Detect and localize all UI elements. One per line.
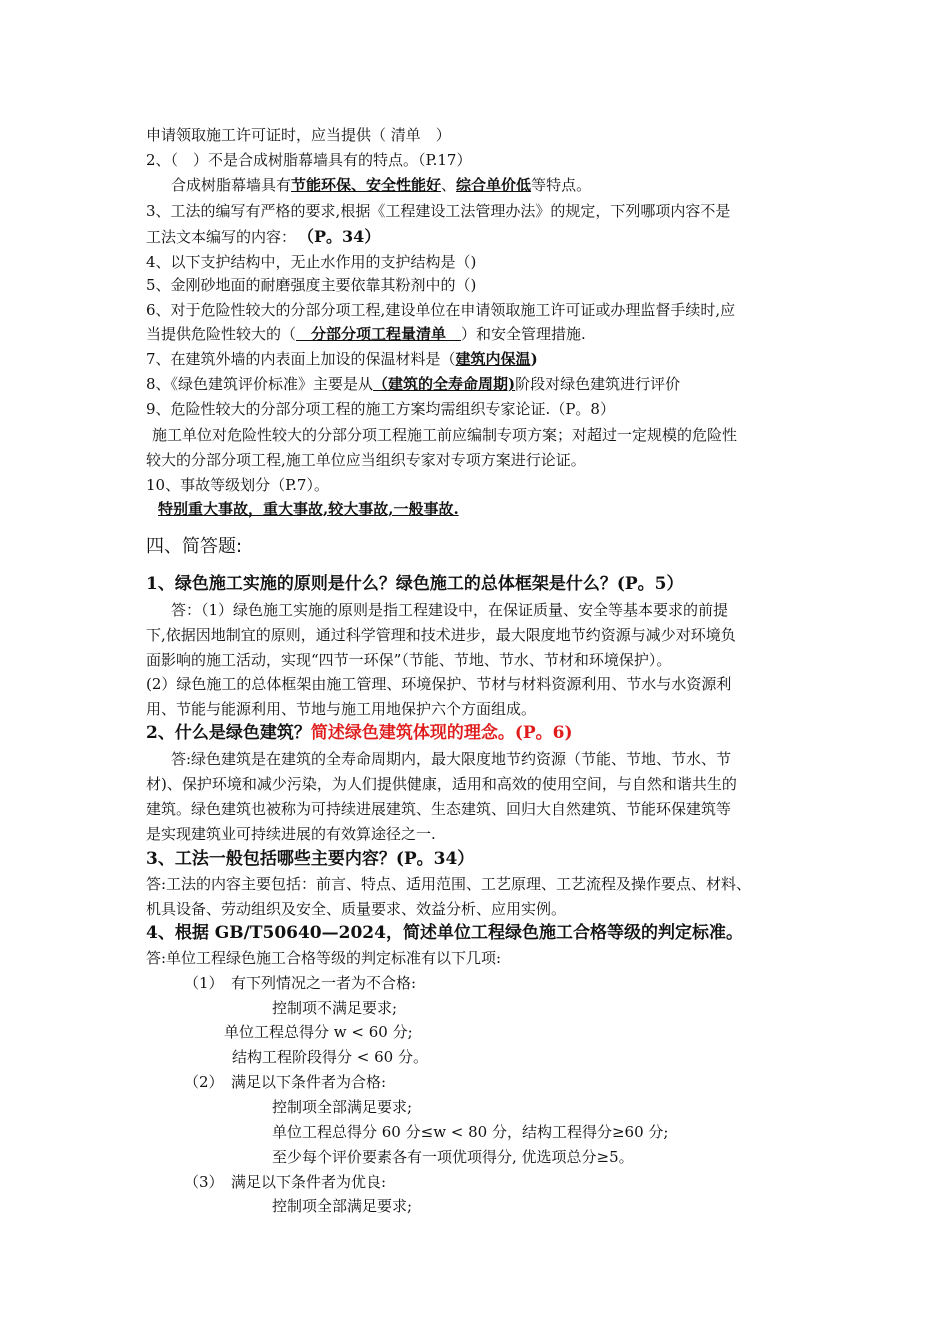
criteria-3-heading: （3） 满足以下条件者为优良:: [184, 1173, 387, 1191]
question-6: 6、对于危险性较大的分部分项工程,建设单位在申请领取施工许可证或办理监督手续时,应: [146, 301, 736, 319]
short-answer-1-line-2: 下,依据因地制宜的原则，通过科学管理和技术进步，最大限度地节约资源与减少对环境负: [146, 626, 736, 644]
question-4: 4、以下支护结构中，无止水作用的支护结构是（): [146, 253, 477, 271]
question-7-answer: 建筑内保温: [455, 350, 531, 368]
answer-2-key-2: 综合单价低: [456, 176, 532, 194]
question-8: [146, 373, 680, 395]
answer-9-cont: 较大的分部分项工程,施工单位应当组织专家对专项方案进行论证。: [146, 451, 586, 469]
short-question-3: 3、工法一般包括哪些主要内容？(P。34）: [146, 849, 475, 869]
short-question-2-highlight: 简述绿色建筑体现的理念。(P。6): [310, 723, 573, 743]
short-answer-3-line-2: 机具设备、劳动组织及安全、质量要求、效益分析、应用实例。: [146, 900, 567, 918]
short-answer-2-line-2: 材)、保护环境和减少污染，为人们提供健康，适用和高效的使用空间，与自然和谐共生的: [146, 775, 737, 793]
question-6-cont: [146, 323, 586, 345]
short-question-2-text: 2、什么是绿色建筑？: [146, 723, 311, 743]
question-10: 10、事故等级划分（P.7）。: [146, 476, 329, 494]
question-6-tail: ）和安全管理措施.: [461, 325, 586, 343]
short-question-2: [146, 722, 573, 744]
question-7-tail: ): [530, 350, 538, 368]
answer-line-1: 申请领取施工许可证时，应当提供（ 清单 ）: [146, 126, 451, 144]
criteria-1-heading: （1） 有下列情况之一者为不合格:: [184, 974, 417, 992]
short-answer-3-line-1: 答:工法的内容主要包括：前言、特点、适用范围、工艺原理、工艺流程及操作要点、材料、: [146, 875, 752, 893]
short-answer-1-line-5: 用、节能与能源利用、节地与施工用地保护六个方面组成。: [146, 700, 537, 718]
short-answer-2-line-1: 答:绿色建筑是在建筑的全寿命周期内，最大限度地节约资源（节能、节地、节水、节: [171, 750, 732, 768]
question-6-answer: 分部分项工程量清单: [296, 325, 462, 343]
short-answer-1-line-4: (2）绿色施工的总体框架由施工管理、环境保护、节材与材料资源利用、节水与水资源利: [146, 675, 732, 693]
question-5: 5、金刚砂地面的耐磨强度主要依靠其粉剂中的（): [146, 276, 477, 294]
section-heading: 四、简答题:: [146, 536, 243, 557]
criteria-2-item-1: 控制项全部满足要求;: [272, 1098, 413, 1116]
answer-9: 施工单位对危险性较大的分部分项工程施工前应编制专项方案；对超过一定规模的危险性: [152, 426, 738, 444]
short-question-4: 4、根据 GB/T50640—2024，简述单位工程绿色施工合格等级的判定标准。: [146, 923, 743, 943]
short-question-1: 1、绿色施工实施的原则是什么？绿色施工的总体框架是什么？(P。5）: [146, 574, 684, 594]
short-answer-1-line-3: 面影响的施工活动，实现“四节一环保”（节能、节地、节水、节材和环境保护）。: [146, 651, 672, 669]
answer-2-tail: 等特点。: [531, 176, 592, 194]
answer-2-text: 合成树脂幕墙具有: [171, 176, 292, 194]
short-answer-2-line-4: 是实现建筑业可持续进展的有效算途径之一.: [146, 825, 436, 843]
criteria-1-item-1: 控制项不满足要求;: [272, 999, 398, 1017]
criteria-2-item-2: 单位工程总得分 60 分≤w < 80 分，结构工程得分≥60 分;: [272, 1123, 669, 1141]
answer-2-sep: 、: [441, 176, 457, 194]
short-answer-2-line-3: 建筑。绿色建筑也被称为可持续进展建筑、生态建筑、回归大自然建筑、节能环保建筑等: [146, 800, 732, 818]
question-8-text: 8、《绿色建筑评价标准》主要是从: [146, 375, 374, 393]
question-7-text: 7、在建筑外墙的内表面上加设的保温材料是（: [146, 350, 456, 368]
question-7: [146, 348, 538, 370]
question-6-text: 当提供危险性较大的（: [146, 325, 297, 343]
answer-2: [171, 174, 591, 196]
answer-10: 特别重大事故，重大事故,较大事故,一般事故.: [158, 500, 459, 518]
short-answer-4-intro: 答:单位工程绿色施工合格等级的判定标准有以下几项:: [146, 949, 502, 967]
question-2: 2、（ ）不是合成树脂幕墙具有的特点。（P.17）: [146, 151, 472, 169]
answer-2-key-1: 节能环保、安全性能好: [291, 176, 442, 194]
criteria-2-heading: （2） 满足以下条件者为合格:: [184, 1073, 387, 1091]
question-3-text: 工法文本编写的内容：: [146, 228, 297, 246]
criteria-1-item-2: 单位工程总得分 w < 60 分;: [224, 1023, 413, 1041]
question-8-answer: （建筑的全寿命周期): [373, 375, 516, 393]
criteria-3-item-1: 控制项全部满足要求;: [272, 1197, 413, 1215]
question-3-cont: [146, 226, 380, 248]
criteria-1-item-3: 结构工程阶段得分 < 60 分。: [232, 1048, 428, 1066]
short-answer-1-line-1: 答：（1）绿色施工实施的原则是指工程建设中，在保证质量、安全等基本要求的前提: [171, 601, 729, 619]
question-3: 3、工法的编写有严格的要求,根据《工程建设工法管理办法》的规定，下列哪项内容不是: [146, 202, 731, 220]
criteria-2-item-3: 至少每个评价要素各有一项优项得分, 优选项总分≥5。: [272, 1148, 634, 1166]
question-9: 9、危险性较大的分部分项工程的施工方案均需组织专家论证.（P。8）: [146, 400, 615, 418]
question-3-page-ref: （P。34）: [306, 227, 381, 246]
question-8-tail: 阶段对绿色建筑进行评价: [515, 375, 681, 393]
